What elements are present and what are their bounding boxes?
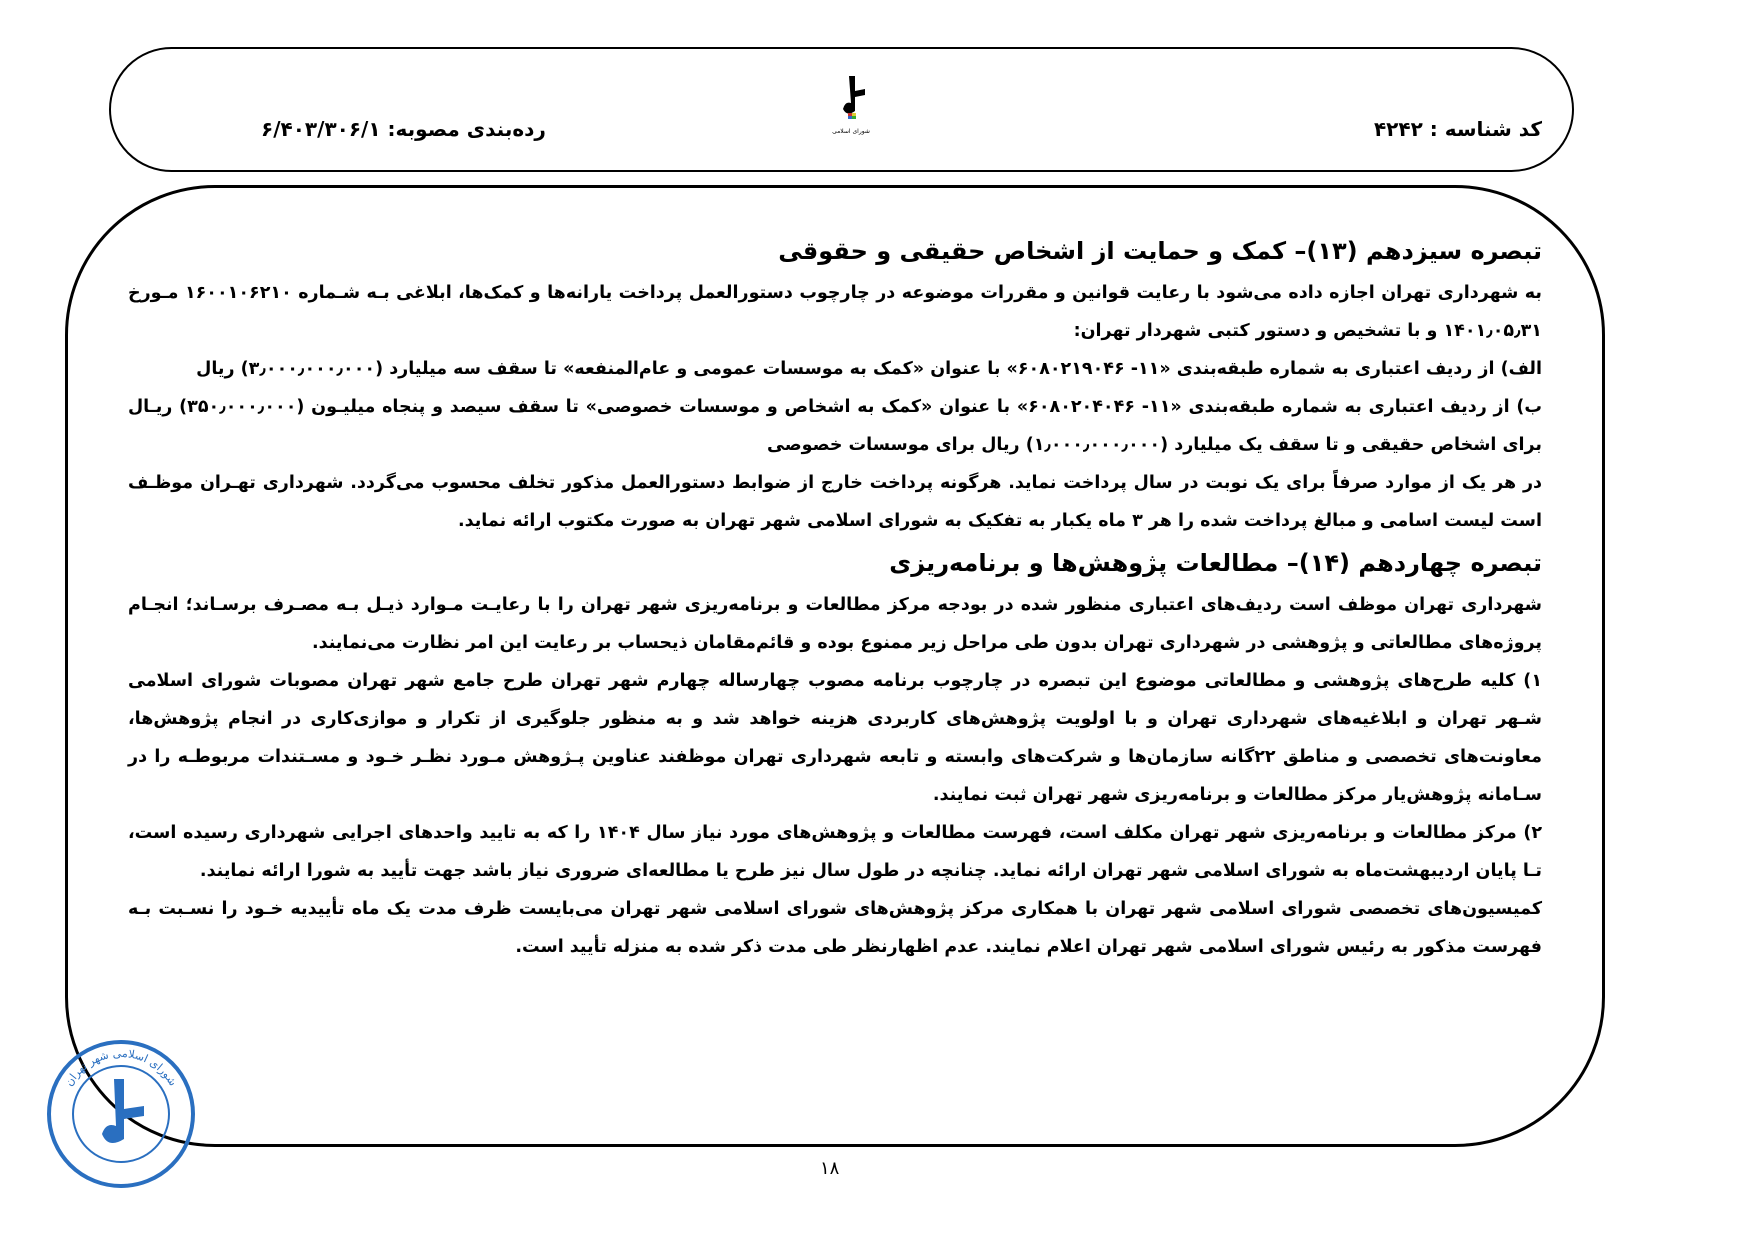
document-header bbox=[109, 47, 1574, 172]
council-logo-icon bbox=[821, 71, 881, 151]
section-14-intro: شهرداری تهران موظف است ردیف‌های اعتباری منظور شده در بودجه مرکز مطالعات و برنامه‌ریزی شهر تهران را با رعایـت مـوارد ذیـل بـه مصـرف برسـاند؛ انجـام پروژه‌های مطالعاتی و پژوهشی در شهرداری تهران بدون طی مراحل زیر ممنوع بوده و قائم‌مقامان ذیحساب بر رعایت این امر نظارت می‌نمایند. bbox=[128, 595, 1542, 653]
classification-label: رده‌بندی مصوبه: ۶/۴۰۳/۳۰۶/۱ bbox=[261, 117, 546, 141]
document-code: کد شناسه : ۴۲۴۲ bbox=[1373, 117, 1542, 141]
section-13-item-b: ب) از ردیف اعتباری به شماره طبقه‌بندی «۱۱- ۶۰۸۰۲۰۴۰۴۶» با عنوان «کمک به اشخاص و موسسات خصوصی» تا سقف سیصد و پنجاه میلیـون (۳۵۰٫۰۰۰٫۰۰۰) ریـال برای اشخاص حقیقی و تا سقف یک میلیارد (۱٫۰۰۰٫۰۰۰٫۰۰۰) ریال برای موسسات خصوصی bbox=[128, 397, 1542, 455]
section-13-closing: در هر یک از موارد صرفاً برای یک نوبت در سال پرداخت نماید. هرگونه پرداخت خارج از ضوابط دستورالعمل مذکور تخلف محسوب می‌گردد. شهرداری تهـران موظـف است لیست اسامی و مبالغ پرداخت شده را هر ۳ ماه یکبار به تفکیک به شورای اسلامی شهر تهران به صورت مکتوب ارائه نماید. bbox=[128, 473, 1542, 531]
section-14-closing: کمیسیون‌های تخصصی شورای اسلامی شهر تهران با همکاری مرکز پژوهش‌های شورای اسلامی شهر تهران می‌بایست ظرف مدت یک ماه تأییدیه خـود را نسـبت بـه فهرست مذکور به رئیس شورای اسلامی شهر تهران اعلام نمایند. عدم اظهارنظر طی مدت ذکر شده به منزله تأیید است. bbox=[128, 899, 1542, 957]
council-stamp-icon bbox=[44, 1034, 199, 1194]
section-13-intro: به شهرداری تهران اجازه داده می‌شود با رعایت قوانین و مقررات موضوعه در چارچوب دستورالعمل پرداخت یارانه‌ها و کمک‌ها، ابلاغی بـه شـماره ۱۶۰۰۱۰۶۲۱۰ مـورخ ۱۴۰۱٫۰۵٫۳۱ و با تشخیص و دستور کتبی شهردار تهران: bbox=[128, 283, 1542, 341]
section-14-item-1: ۱) کلیه طرح‌های پژوهشی و مطالعاتی موضوع این تبصره در چارچوب برنامه مصوب چهارساله چهارم شهر تهران طرح جامع شهر تهران مصوبات شورای اسلامی شـهر تهران و ابلاغیه‌های شهرداری تهران و با اولویت پژوهش‌های کاربردی هزینه خواهد شد و به منظور جلوگیری از تکرار و موازی‌کاری در انجام پژوهش‌ها، معاونت‌های تخصصی و مناطق ۲۲گانه سازمان‌ها و شرکت‌های وابسته و تابعه شهرداری تهران موظفند عناوین پـژوهش مـورد نظـر خـود و مسـتندات مربوطـه را در سـامانه پژوهش‌یار مرکز مطالعات و برنامه‌ریزی شهر تهران ثبت نمایند. bbox=[128, 671, 1542, 805]
svg-text:شورای اسلامی: شورای اسلامی bbox=[832, 128, 870, 135]
section-13-title: تبصره سیزدهم (۱۳)– کمک و حمایت از اشخاص حقیقی و حقوقی bbox=[778, 237, 1542, 265]
document-body bbox=[65, 185, 1605, 1147]
svg-text:شورای اسلامی شهر تهران: شورای اسلامی شهر تهران bbox=[62, 1046, 180, 1089]
section-14-title: تبصره چهاردهم (۱۴)– مطالعات پژوهش‌ها و برنامه‌ریزی bbox=[889, 549, 1542, 577]
section-14-item-2: ۲) مرکز مطالعات و برنامه‌ریزی شهر تهران مکلف است، فهرست مطالعات و پژوهش‌های مورد نیاز سال ۱۴۰۴ را که به تایید واحدهای اجرایی شهرداری رسیده است، تـا پایان اردیبهشت‌ماه به شورای اسلامی شهر تهران ارائه نماید. چنانچه در طول سال نیز طرح یا مطالعه‌ای ضروری نیاز باشد جهت تأیید به شورا ارائه نمایند. bbox=[128, 823, 1543, 881]
page-number: ۱۸ bbox=[820, 1158, 840, 1179]
section-13-item-a: الف) از ردیف اعتباری به شماره طبقه‌بندی «۱۱- ۶۰۸۰۲۱۹۰۴۶» با عنوان «کمک به موسسات عمومی و عام‌المنفعه» تا سقف سه میلیارد (۳٫۰۰۰٫۰۰۰٫۰۰۰) ریال bbox=[196, 359, 1542, 379]
